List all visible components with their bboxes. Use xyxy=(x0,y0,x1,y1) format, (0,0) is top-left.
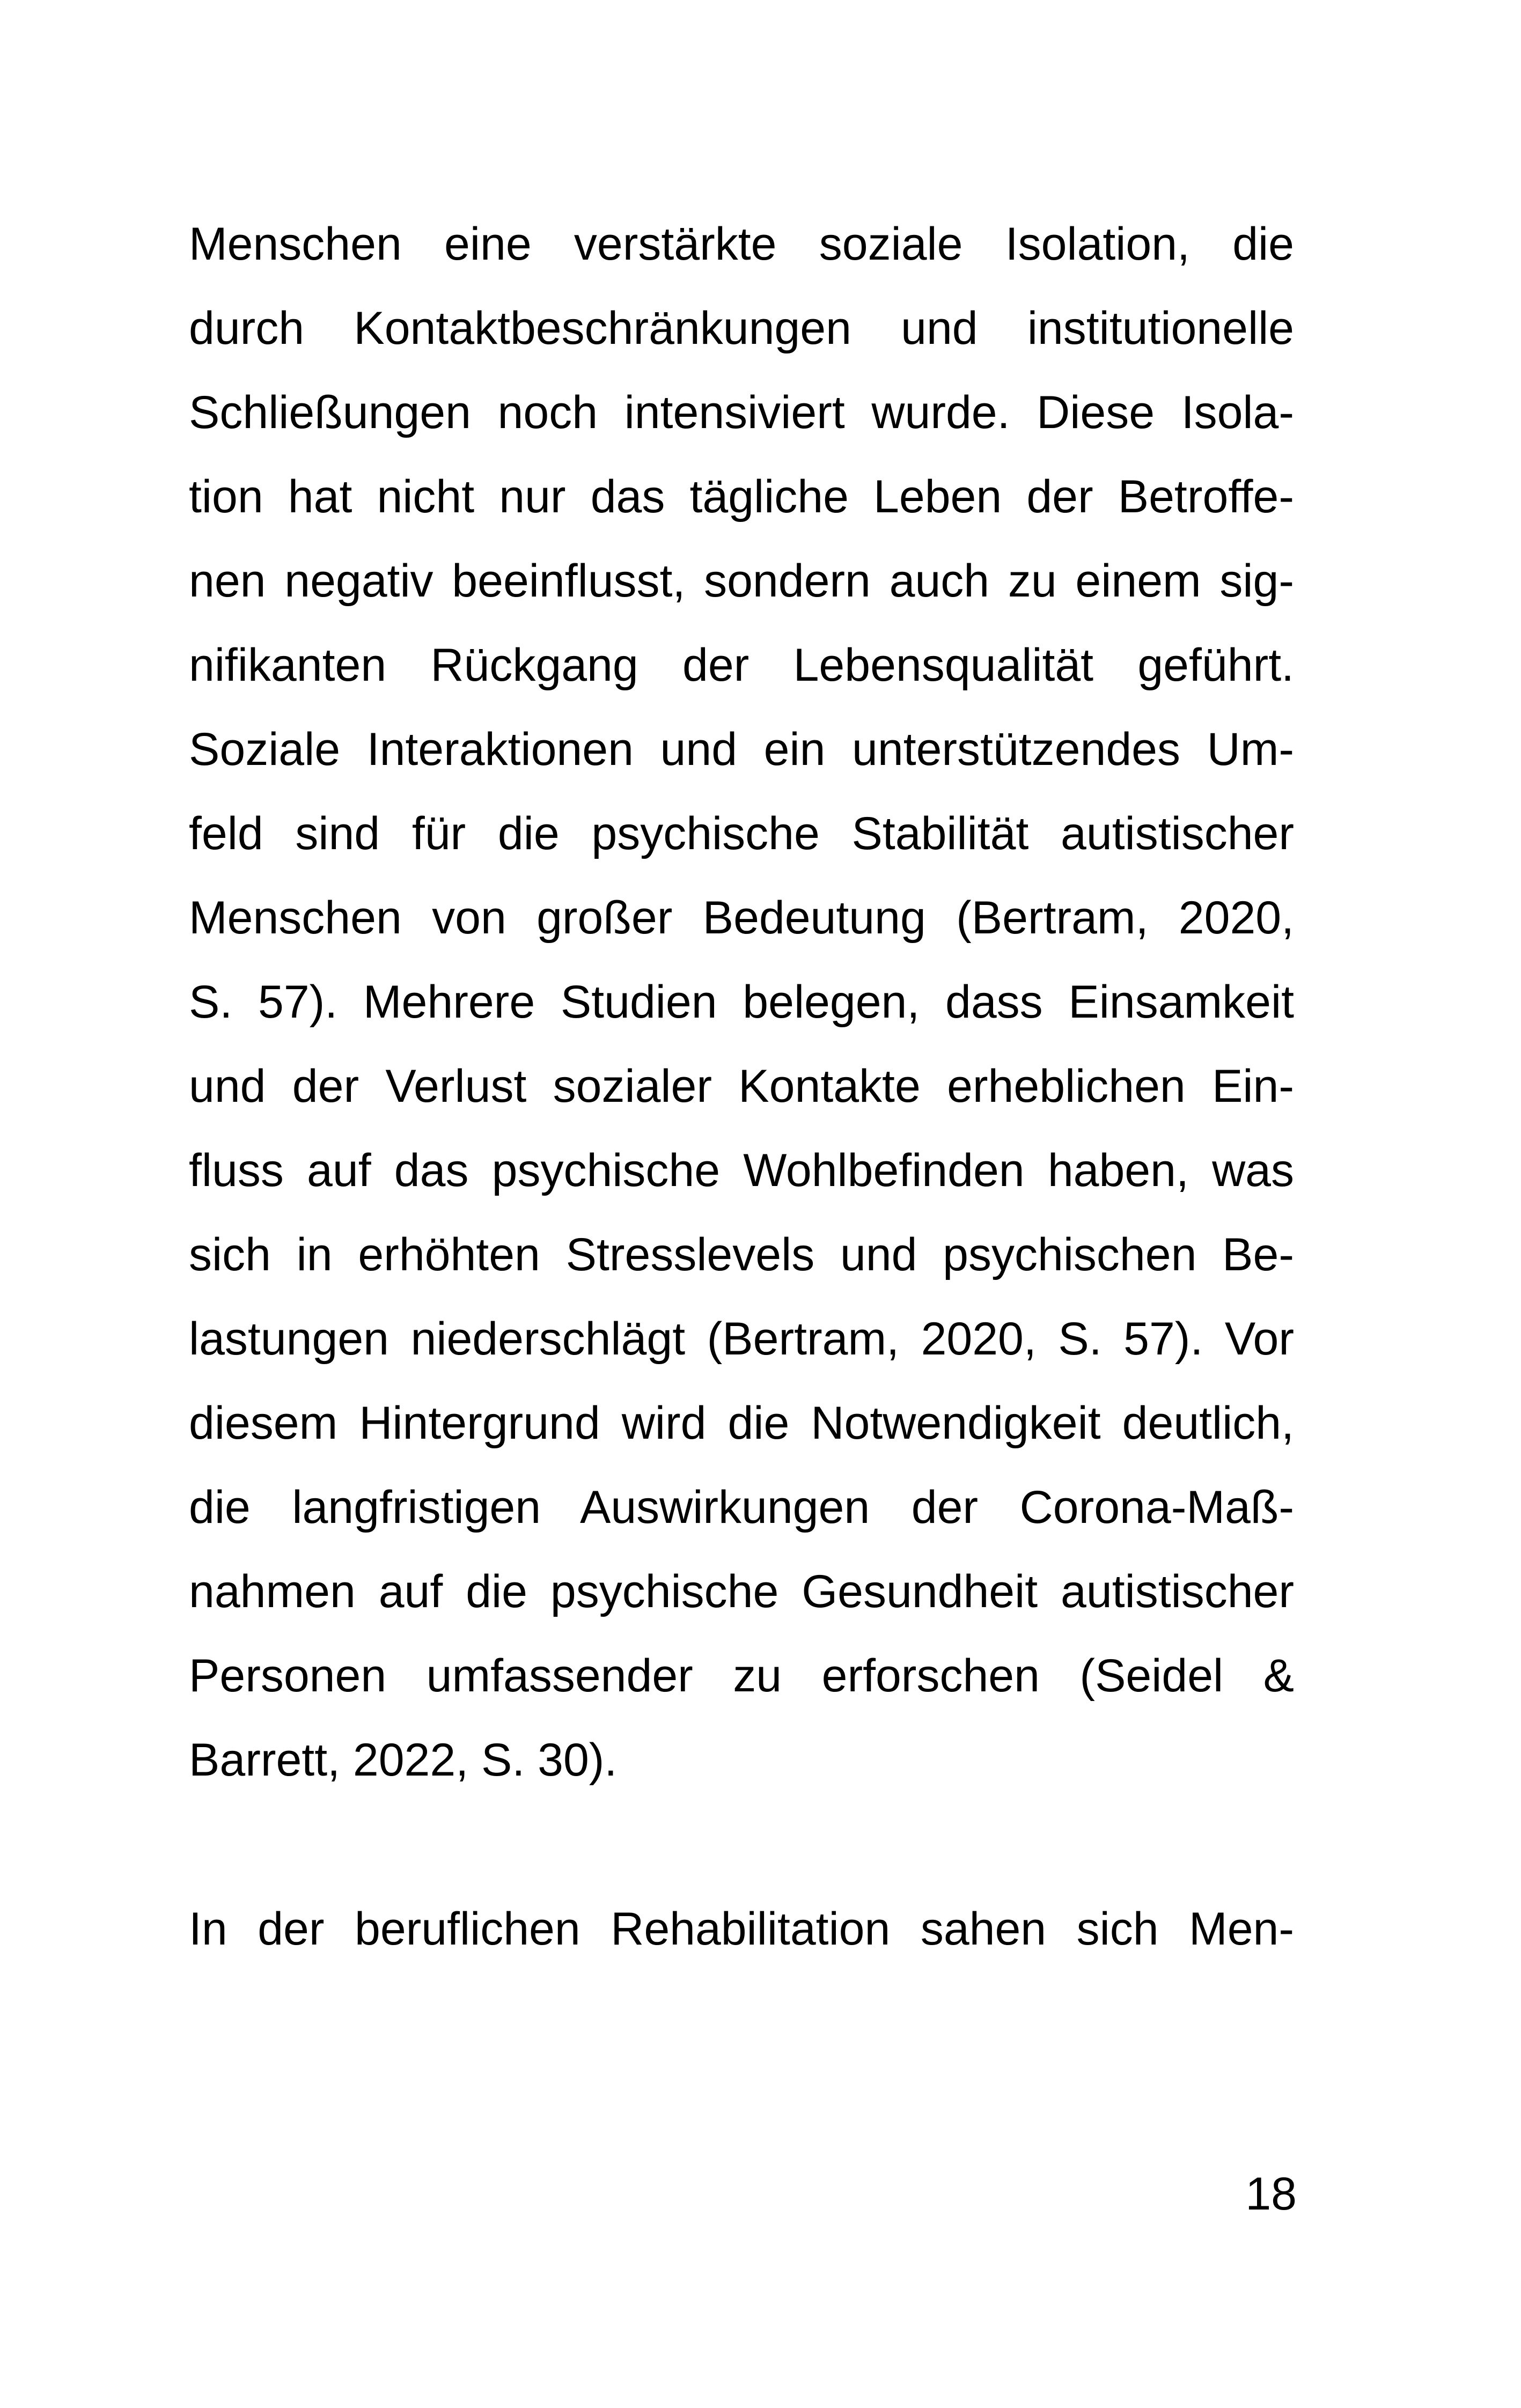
text-line: Menschen eine verstärkte soziale Isolation, die xyxy=(189,218,1294,270)
text-line: Menschen von großer Bedeutung (Bertram, 2020, xyxy=(189,892,1294,944)
text-line: In der beruflichen Rehabilitation sahen sich Men- xyxy=(189,1903,1294,1955)
text-line: nahmen auf die psychische Gesundheit autistischer xyxy=(189,1566,1294,1617)
text-line: Schließungen noch intensiviert wurde. Diese Isola- xyxy=(189,387,1294,438)
body-paragraph xyxy=(189,1887,1294,1971)
body-paragraph xyxy=(189,202,1294,1802)
text-line: fluss auf das psychische Wohlbefinden haben, was xyxy=(189,1145,1294,1196)
text-line: nifikanten Rückgang der Lebensqualität geführt. xyxy=(189,639,1294,691)
text-line: diesem Hintergrund wird die Notwendigkeit deutlich, xyxy=(189,1397,1294,1449)
text-line: sich in erhöhten Stresslevels und psychischen Be- xyxy=(189,1229,1294,1280)
text-line: durch Kontaktbeschränkungen und institutionelle xyxy=(189,303,1294,354)
text-line: tion hat nicht nur das tägliche Leben der Betroffe- xyxy=(189,471,1294,522)
text-line: lastungen niederschlägt (Bertram, 2020, S. 57). Vor xyxy=(189,1313,1294,1365)
text-line: nen negativ beeinflusst, sondern auch zu einem sig- xyxy=(189,555,1294,607)
text-line: und der Verlust sozialer Kontakte erheblichen Ein- xyxy=(189,1061,1294,1112)
text-line: S. 57). Mehrere Studien belegen, dass Einsamkeit xyxy=(189,976,1294,1028)
text-line: Barrett, 2022, S. 30). xyxy=(189,1734,618,1786)
text-line: die langfristigen Auswirkungen der Corona-Maß- xyxy=(189,1482,1294,1533)
page-number: 18 xyxy=(1245,2168,1297,2220)
text-line: Soziale Interaktionen und ein unterstützendes Um- xyxy=(189,724,1294,775)
text-line: Personen umfassender zu erforschen (Seidel & xyxy=(189,1650,1294,1702)
text-line: feld sind für die psychische Stabilität autistischer xyxy=(189,808,1294,859)
